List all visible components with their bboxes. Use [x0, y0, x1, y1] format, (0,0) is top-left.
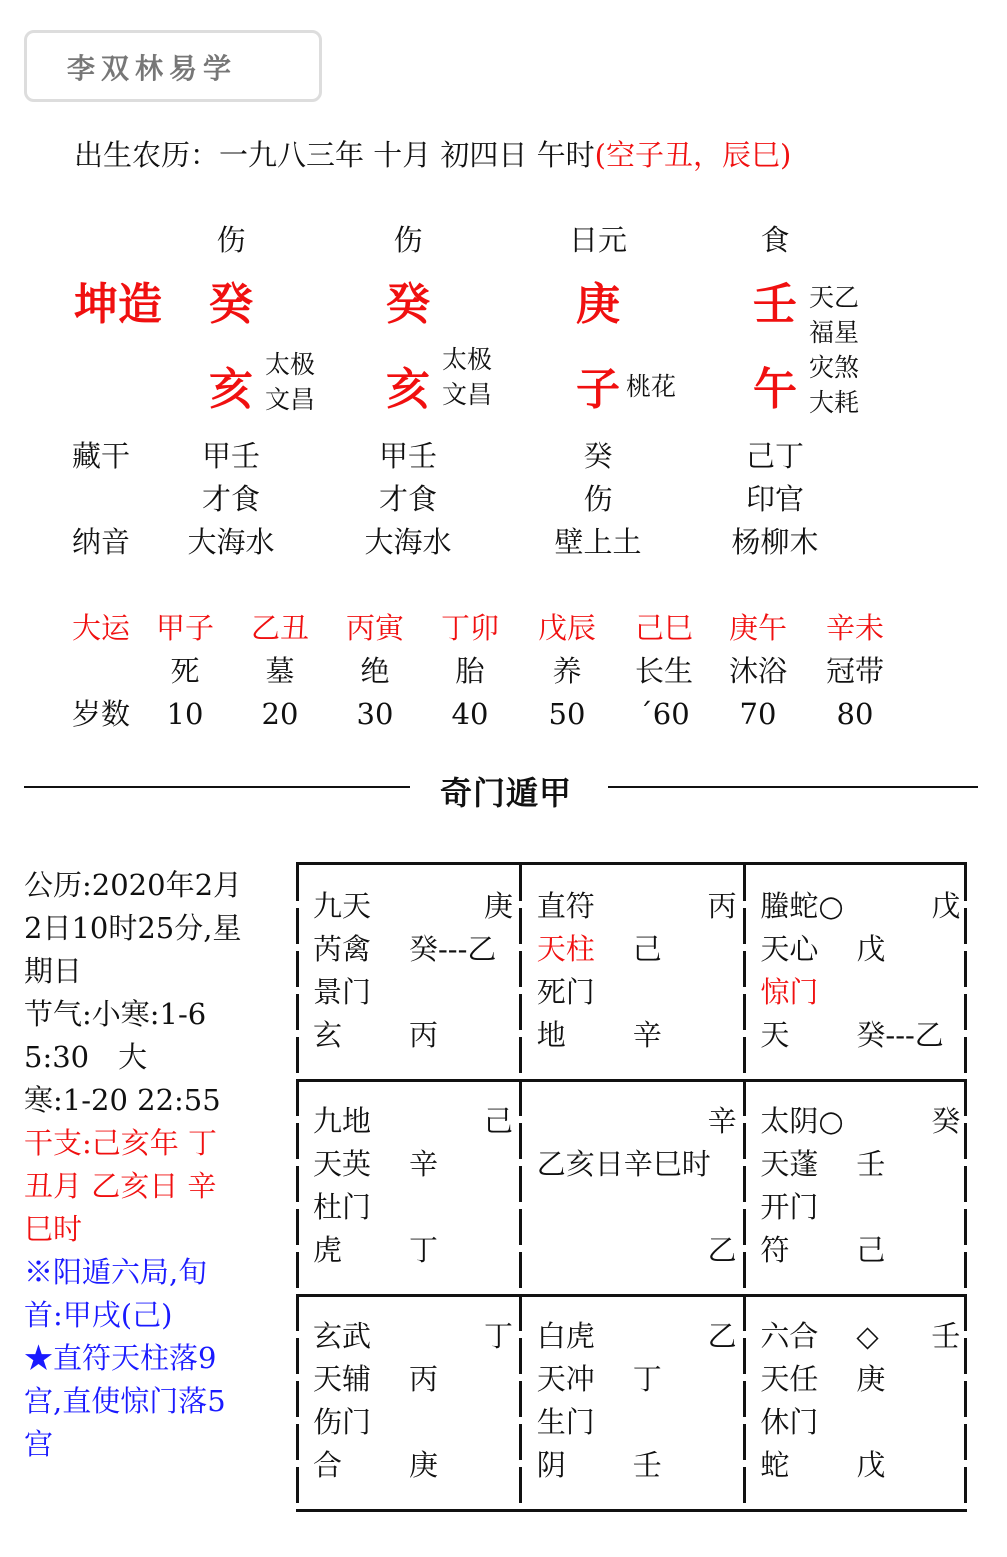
pillar-branch: 亥 — [386, 364, 430, 415]
palace-stem: 己 — [856, 1233, 886, 1267]
palace-text: 合 — [313, 1448, 343, 1482]
pillar-star: 福星 — [809, 318, 860, 347]
palace-cell — [743, 1295, 966, 1509]
pillar-canggan: 甲壬 — [378, 439, 438, 473]
palace-stem: 辛 — [409, 1147, 439, 1181]
palace-line — [520, 885, 743, 928]
palace-text: 天冲 — [536, 1362, 595, 1396]
palace-text: 死门 — [536, 975, 595, 1009]
pillar-branch: 亥 — [209, 364, 253, 415]
palace-stem-right: 丙 — [707, 889, 737, 923]
info-line: 2日10时25分,星 — [24, 911, 242, 945]
palace-cell — [743, 1080, 966, 1294]
palace-line — [743, 1358, 966, 1401]
dayun-ganzhi: 甲子 — [155, 611, 215, 645]
palace-cell — [296, 865, 519, 1079]
divider-right — [608, 786, 978, 788]
info-line: ★直符天柱落9 — [24, 1341, 217, 1375]
pillar-star: 太极 — [265, 350, 316, 379]
palace-text: 九地 — [313, 1104, 372, 1138]
palace-line — [296, 1143, 519, 1186]
palace-line — [520, 971, 743, 1014]
palace-stem-right: 乙 — [707, 1233, 737, 1267]
palace-line — [743, 1100, 966, 1143]
pillar-stem: 壬 — [753, 279, 797, 330]
pillar-canggan: 癸 — [583, 439, 613, 473]
palace-stem: 己 — [632, 932, 662, 966]
palace-stem-right: 辛 — [707, 1104, 737, 1138]
dayun-state: 养 — [552, 654, 582, 688]
pillar-nayin: 杨柳木 — [731, 525, 819, 559]
dayun-age: 40 — [451, 697, 489, 731]
palace-cell — [520, 1295, 743, 1509]
pillar-star: 文昌 — [442, 380, 493, 409]
dayun-ganzhi: 丙寅 — [345, 611, 405, 645]
palace-stem-right: 乙 — [707, 1319, 737, 1353]
info-line: 宫 — [24, 1427, 54, 1461]
pillar-shishen: 日元 — [568, 223, 628, 257]
palace-line — [520, 1401, 743, 1444]
pillar-shishen: 伤 — [393, 223, 423, 257]
palace-stem: 癸---乙 — [856, 1018, 944, 1052]
pillar-star: 文昌 — [265, 385, 316, 414]
palace-text: 天 — [760, 1018, 790, 1052]
pillar-nayin: 壁上土 — [554, 525, 642, 559]
palace-stem: 庚 — [856, 1362, 886, 1396]
palace-line — [296, 1186, 519, 1229]
palace-stem: 壬 — [632, 1448, 662, 1482]
palace-line — [296, 1401, 519, 1444]
palace-line — [743, 1444, 966, 1487]
pillar-star: 天乙 — [809, 283, 860, 312]
info-line: 干支:己亥年 丁 — [24, 1126, 217, 1160]
pillar-branch: 子 — [576, 364, 620, 415]
palace-line — [520, 1014, 743, 1057]
info-line: 巳时 — [24, 1212, 83, 1246]
palace-text: 蛇 — [760, 1448, 790, 1482]
palace-line — [296, 885, 519, 928]
palace-stem: 丁 — [632, 1362, 662, 1396]
info-line: 寒:1-20 22:55 — [24, 1083, 221, 1117]
info-line: 节气:小寒:1-6 — [24, 997, 207, 1031]
palace-stem: 丙 — [409, 1018, 439, 1052]
palace-line — [296, 971, 519, 1014]
palace-text: 地 — [536, 1018, 566, 1052]
palace-cell — [520, 865, 743, 1079]
palace-text: 天任 — [760, 1362, 819, 1396]
palace-text: 螣蛇○ — [760, 889, 844, 923]
dayun-age: 70 — [739, 697, 777, 731]
palace-line — [520, 1100, 743, 1143]
gender-label: 坤造 — [74, 279, 162, 330]
pillar-stem: 癸 — [209, 279, 253, 330]
palace-stem-right: 丁 — [483, 1319, 513, 1353]
pillar-canggan: 己丁 — [745, 439, 805, 473]
dayun-state: 胎 — [455, 654, 485, 688]
pillar-stem: 庚 — [576, 279, 620, 330]
info-line: 期日 — [24, 954, 83, 988]
palace-stem-right: 癸 — [931, 1104, 961, 1138]
dayun-state: 墓 — [265, 654, 295, 688]
palace-line — [743, 971, 966, 1014]
palace-text: 杜门 — [313, 1190, 372, 1224]
palace-stem: 庚 — [409, 1448, 439, 1482]
info-line: 5:30 大 — [24, 1040, 148, 1074]
palace-cell — [296, 1080, 519, 1294]
pillar-star: 桃花 — [626, 372, 677, 401]
palace-line — [743, 1143, 966, 1186]
palace-line — [520, 1143, 743, 1186]
pillar-nayin: 大海水 — [187, 525, 275, 559]
palace-stem-right: 戊 — [931, 889, 961, 923]
palace-line — [296, 1100, 519, 1143]
palace-stem-right: 庚 — [483, 889, 513, 923]
dayun-label: 大运 — [72, 611, 131, 645]
kong-wang: (空子丑，辰巳) — [594, 138, 792, 172]
palace-text: 虎 — [313, 1233, 343, 1267]
dayun-age: 30 — [356, 697, 394, 731]
palace-text: 白虎 — [536, 1319, 595, 1353]
palace-stem: 辛 — [632, 1018, 662, 1052]
dayun-state: 冠带 — [825, 654, 885, 688]
pillar-canggan-shishen: 才食 — [201, 482, 261, 516]
dayun-age: 50 — [548, 697, 586, 731]
palace-line — [743, 1186, 966, 1229]
palace-text: 玄 — [313, 1018, 343, 1052]
chart-info — [24, 864, 264, 1466]
dayun-ganzhi: 乙丑 — [250, 611, 310, 645]
dayun-ganzhi: 丁卯 — [440, 611, 500, 645]
dayun-ganzhi: 己巳 — [634, 611, 694, 645]
palace-text: 休门 — [760, 1405, 819, 1439]
palace-text: 天辅 — [313, 1362, 372, 1396]
dayun-ganzhi: 戊辰 — [537, 611, 597, 645]
palace-text: 九天 — [313, 889, 372, 923]
dayun-ganzhi: 庚午 — [728, 611, 788, 645]
palace-text: 开门 — [760, 1190, 819, 1224]
pillar-branch: 午 — [753, 364, 797, 415]
dayun-age: ´60 — [638, 697, 690, 731]
palace-stem-right: 壬 — [931, 1319, 961, 1353]
palace-text: 玄武 — [313, 1319, 372, 1353]
palace-cell — [743, 865, 966, 1079]
palace-text: 太阴○ — [760, 1104, 844, 1138]
dayun-state: 沐浴 — [728, 654, 788, 688]
palace-text: 天蓬 — [760, 1147, 819, 1181]
palace-text: 天柱 — [536, 932, 595, 966]
dayun-state: 绝 — [360, 654, 390, 688]
birth-date: 出生农历：一九八三年 十月 初四日 午时 — [74, 138, 595, 172]
dayun-age: 10 — [166, 697, 204, 731]
palace-line — [296, 1014, 519, 1057]
pillar-star: 太极 — [442, 345, 493, 374]
pillar-star: 大耗 — [809, 388, 860, 417]
qimen-grid — [296, 862, 967, 1512]
palace-stem: 戊 — [856, 1448, 886, 1482]
pillar-shishen: 伤 — [216, 223, 246, 257]
palace-text: 生门 — [536, 1405, 595, 1439]
palace-stem: 戊 — [856, 932, 886, 966]
palace-line — [296, 1358, 519, 1401]
info-line: 丑月 乙亥日 辛 — [24, 1169, 217, 1203]
dayun-state: 死 — [170, 654, 200, 688]
palace-line — [743, 928, 966, 971]
palace-text: 天英 — [313, 1147, 372, 1181]
pillar-canggan: 甲壬 — [201, 439, 261, 473]
palace-line — [296, 928, 519, 971]
palace-text: 伤门 — [313, 1405, 372, 1439]
palace-stem-right: 己 — [483, 1104, 513, 1138]
canggan-label: 藏干 — [72, 439, 131, 473]
dayun-ganzhi: 辛未 — [825, 611, 885, 645]
palace-text: 直符 — [536, 889, 595, 923]
palace-cell — [296, 1295, 519, 1509]
palace-line — [520, 1358, 743, 1401]
palace-line — [520, 1315, 743, 1358]
palace-stem: 癸---乙 — [409, 932, 497, 966]
pillar-canggan-shishen: 才食 — [378, 482, 438, 516]
palace-stem: 丙 — [409, 1362, 439, 1396]
logo — [24, 30, 322, 102]
palace-stem: 壬 — [856, 1147, 886, 1181]
palace-text: 六合 — [760, 1319, 819, 1353]
palace-text: 惊门 — [760, 975, 819, 1009]
palace-text: 乙亥日辛巳时 — [536, 1147, 711, 1181]
info-line: 公历:2020年2月 — [24, 868, 243, 902]
nayin-label: 纳音 — [72, 525, 131, 559]
palace-line — [520, 1229, 743, 1272]
pillar-star: 灾煞 — [809, 353, 860, 382]
palace-text: 芮禽 — [313, 932, 372, 966]
palace-stem: 丁 — [409, 1233, 439, 1267]
palace-line — [520, 1186, 743, 1229]
pillar-stem: 癸 — [386, 279, 430, 330]
palace-text: 符 — [760, 1233, 790, 1267]
birth-info — [74, 138, 791, 172]
pillar-canggan-shishen: 伤 — [583, 482, 613, 516]
info-line: 首:甲戌(己) — [24, 1298, 173, 1332]
dayun-age: 20 — [261, 697, 299, 731]
palace-line — [743, 885, 966, 928]
info-line: 宫,直使惊门落5 — [24, 1384, 226, 1418]
info-line: ※阳遁六局,旬 — [24, 1255, 208, 1289]
palace-line — [743, 1014, 966, 1057]
palace-text: 景门 — [313, 975, 372, 1009]
logo-text: 李双林易学 — [67, 52, 238, 85]
dayun-state: 长生 — [634, 654, 694, 688]
palace-line — [743, 1401, 966, 1444]
palace-line — [296, 1444, 519, 1487]
palace-line — [296, 1229, 519, 1272]
dayun-age: 80 — [836, 697, 874, 731]
palace-line — [743, 1229, 966, 1272]
section-title: 奇门遁甲 — [440, 774, 573, 812]
divider-left — [24, 786, 410, 788]
palace-line — [520, 1444, 743, 1487]
palace-line — [743, 1315, 966, 1358]
age-label: 岁数 — [72, 697, 131, 731]
pillar-shishen: 食 — [760, 223, 790, 257]
palace-line — [296, 1315, 519, 1358]
palace-stem: ◇ — [856, 1319, 879, 1353]
palace-line — [520, 928, 743, 971]
pillar-canggan-shishen: 印官 — [745, 482, 805, 516]
palace-cell — [520, 1080, 743, 1294]
palace-text: 阴 — [536, 1448, 566, 1482]
palace-text: 天心 — [760, 932, 819, 966]
pillar-nayin: 大海水 — [364, 525, 452, 559]
